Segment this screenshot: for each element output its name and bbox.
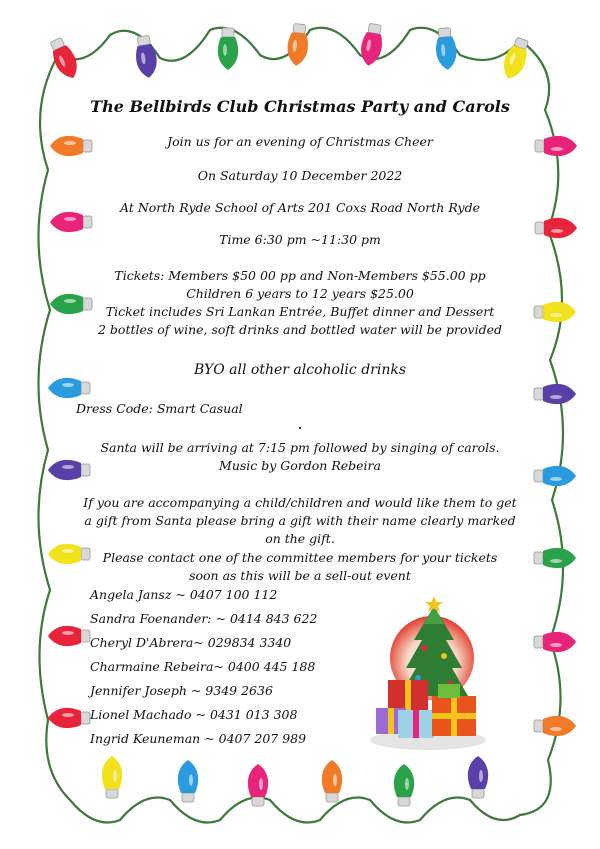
light-bulb-icon [286, 23, 310, 67]
event-date: On Saturday 10 December 2022 [197, 168, 403, 183]
separator-dot: . [297, 417, 303, 432]
light-bulb-icon [358, 23, 385, 68]
light-bulb-icon [133, 35, 159, 79]
contact-lionel: Lionel Machado ~ 0431 013 308 [90, 707, 298, 722]
ticket-line: Ticket includes Sri Lankan Entrée, Buffet dinner and Dessert [105, 304, 495, 319]
light-bulb-icon [48, 378, 90, 398]
light-bulb-icon [50, 212, 92, 232]
ticket-line: 2 bottles of wine, soft drinks and bottled water will be provided [98, 322, 502, 337]
invite-line: Join us for an evening of Christmas Cheer [167, 134, 433, 149]
byo-note: BYO all other alcoholic drinks [193, 362, 407, 378]
light-bulb-icon [468, 756, 488, 798]
light-bulb-icon [178, 760, 198, 802]
contact-request-line: soon as this will be a sell-out event [189, 568, 411, 583]
contact-charmaine: Charmaine Rebeira~ 0400 445 188 [90, 659, 316, 674]
light-bulb-icon [248, 764, 268, 806]
light-bulb-icon [102, 756, 122, 798]
contact-jennifer: Jennifer Joseph ~ 9349 2636 [90, 683, 273, 698]
santa-line: Santa will be arriving at 7:15 pm followed by singing of carols. [100, 440, 500, 455]
gift-note-line: a gift from Santa please bring a gift with their name clearly marked [84, 513, 516, 528]
light-bulb-icon [48, 626, 90, 646]
ticket-line: Tickets: Members $50 00 pp and Non-Members $55.00 pp [114, 268, 486, 283]
light-bulb-icon [534, 632, 576, 652]
contact-cheryl: Cheryl D'Abrera~ 029834 3340 [90, 635, 292, 650]
gift-note-line: on the gift. [265, 531, 335, 546]
light-bulb-icon [534, 384, 576, 404]
light-bulb-icon [218, 28, 238, 70]
contact-ingrid: Ingrid Keuneman ~ 0407 207 989 [90, 731, 307, 746]
dress-code: Dress Code: Smart Casual [76, 401, 243, 416]
event-title: The Bellbirds Club Christmas Party and Carols [90, 97, 510, 116]
event-time: Time 6:30 pm ~11:30 pm [219, 232, 381, 247]
light-bulb-icon [322, 760, 342, 802]
light-bulb-icon [499, 36, 532, 82]
music-line: Music by Gordon Rebeira [219, 458, 381, 473]
contact-sandra: Sandra Foenander: ~ 0414 843 622 [90, 611, 318, 626]
gift-note-line: If you are accompanying a child/children and would like them to get [83, 495, 517, 510]
contact-angela: Angela Jansz ~ 0407 100 112 [90, 587, 278, 602]
christmas-tree-gifts-illustration [362, 592, 492, 752]
light-bulb-icon [48, 708, 90, 728]
ticket-line: Children 6 years to 12 years $25.00 [186, 286, 414, 301]
light-bulb-icon [534, 716, 576, 736]
event-venue: At North Ryde School of Arts 201 Coxs Road North Ryde [120, 200, 480, 215]
light-bulb-icon [394, 764, 414, 806]
contact-request-line: Please contact one of the committee members for your tickets [102, 550, 498, 565]
